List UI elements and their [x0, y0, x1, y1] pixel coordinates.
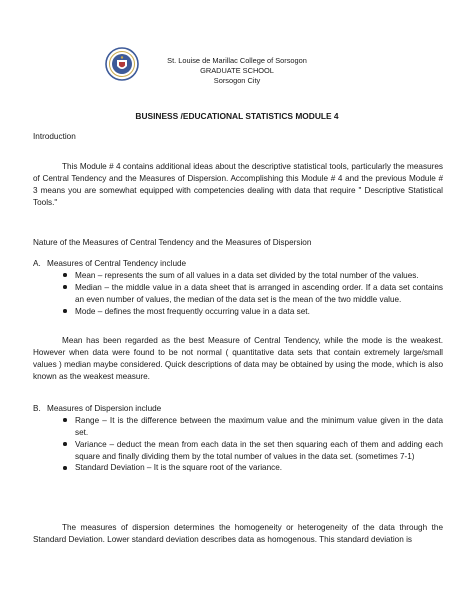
city-name: Sorsogon City	[213, 75, 261, 85]
section-a-title: Measures of Central Tendency include	[47, 259, 187, 268]
section-b-letter: B.	[33, 404, 41, 413]
list-item: Median – the middle value in a data sheet that is arranged in ascending order. If a data set contains an even number of values, the median of the data set is the mean of the two middle value.	[33, 282, 443, 306]
list-item: Mean – represents the sum of all values in a data set divided by the total number of the values.	[33, 270, 443, 282]
section-a-heading	[33, 258, 443, 270]
bullet-icon	[63, 309, 67, 313]
section-a	[33, 258, 443, 317]
list-item: Range – It is the difference between the maximum value and the minimum value given in the data set.	[33, 415, 443, 439]
central-tendency-list	[33, 270, 443, 318]
nature-heading: Nature of the Measures of Central Tendency and the Measures of Dispersion	[33, 238, 312, 247]
bullet-icon	[63, 418, 67, 422]
bullet-icon	[63, 442, 67, 446]
closing-paragraph: The measures of dispersion determines the homogeneity or heterogeneity of the data through the Standard Deviation. Lower standard deviation describes data as homogenous. This standard deviation is	[33, 523, 443, 544]
section-b-title: Measures of Dispersion include	[47, 404, 162, 413]
section-b-heading	[33, 403, 443, 415]
intro-heading: Introduction	[33, 132, 76, 141]
section-a-letter: A.	[33, 259, 41, 268]
list-item: Mode – defines the most frequently occurring value in a data set.	[33, 306, 443, 318]
college-name: St. Louise de Marillac College of Sorsogon	[167, 56, 307, 65]
intro-paragraph: This Module # 4 contains additional ideas about the descriptive statistical tools, particularly the measures of Central Tendency and the Measures of Dispersion. Accomplishing this Module # 4 and the previous Module # 3 means you are somewhat equipped with competencies dealing with data that require " Descriptive Statistical Tools."	[33, 162, 443, 207]
dispersion-list	[33, 415, 443, 474]
list-item: Standard Deviation – It is the square root of the variance.	[33, 462, 443, 474]
bullet-icon	[63, 466, 67, 470]
section-b	[33, 403, 443, 474]
module-title: BUSINESS /EDUCATIONAL STATISTICS MODULE 4	[135, 111, 339, 121]
list-item: Variance – deduct the mean from each data in the set then squaring each of them and adding each square and finally dividing them by the total number of values in the data set. (sometimes 7-1)	[33, 439, 443, 463]
document-header	[0, 56, 474, 86]
bullet-icon	[63, 273, 67, 277]
school-name: GRADUATE SCHOOL	[200, 65, 274, 75]
bullet-icon	[63, 285, 67, 289]
central-tendency-paragraph: Mean has been regarded as the best Measure of Central Tendency, while the mode is the weakest. However when data were found to be not normal ( quantitative data sets that contain extremely large/small values ) median maybe considered. Quick descriptions of data may be obtained by using the mode, which is also known as the weakest measure.	[33, 336, 443, 381]
